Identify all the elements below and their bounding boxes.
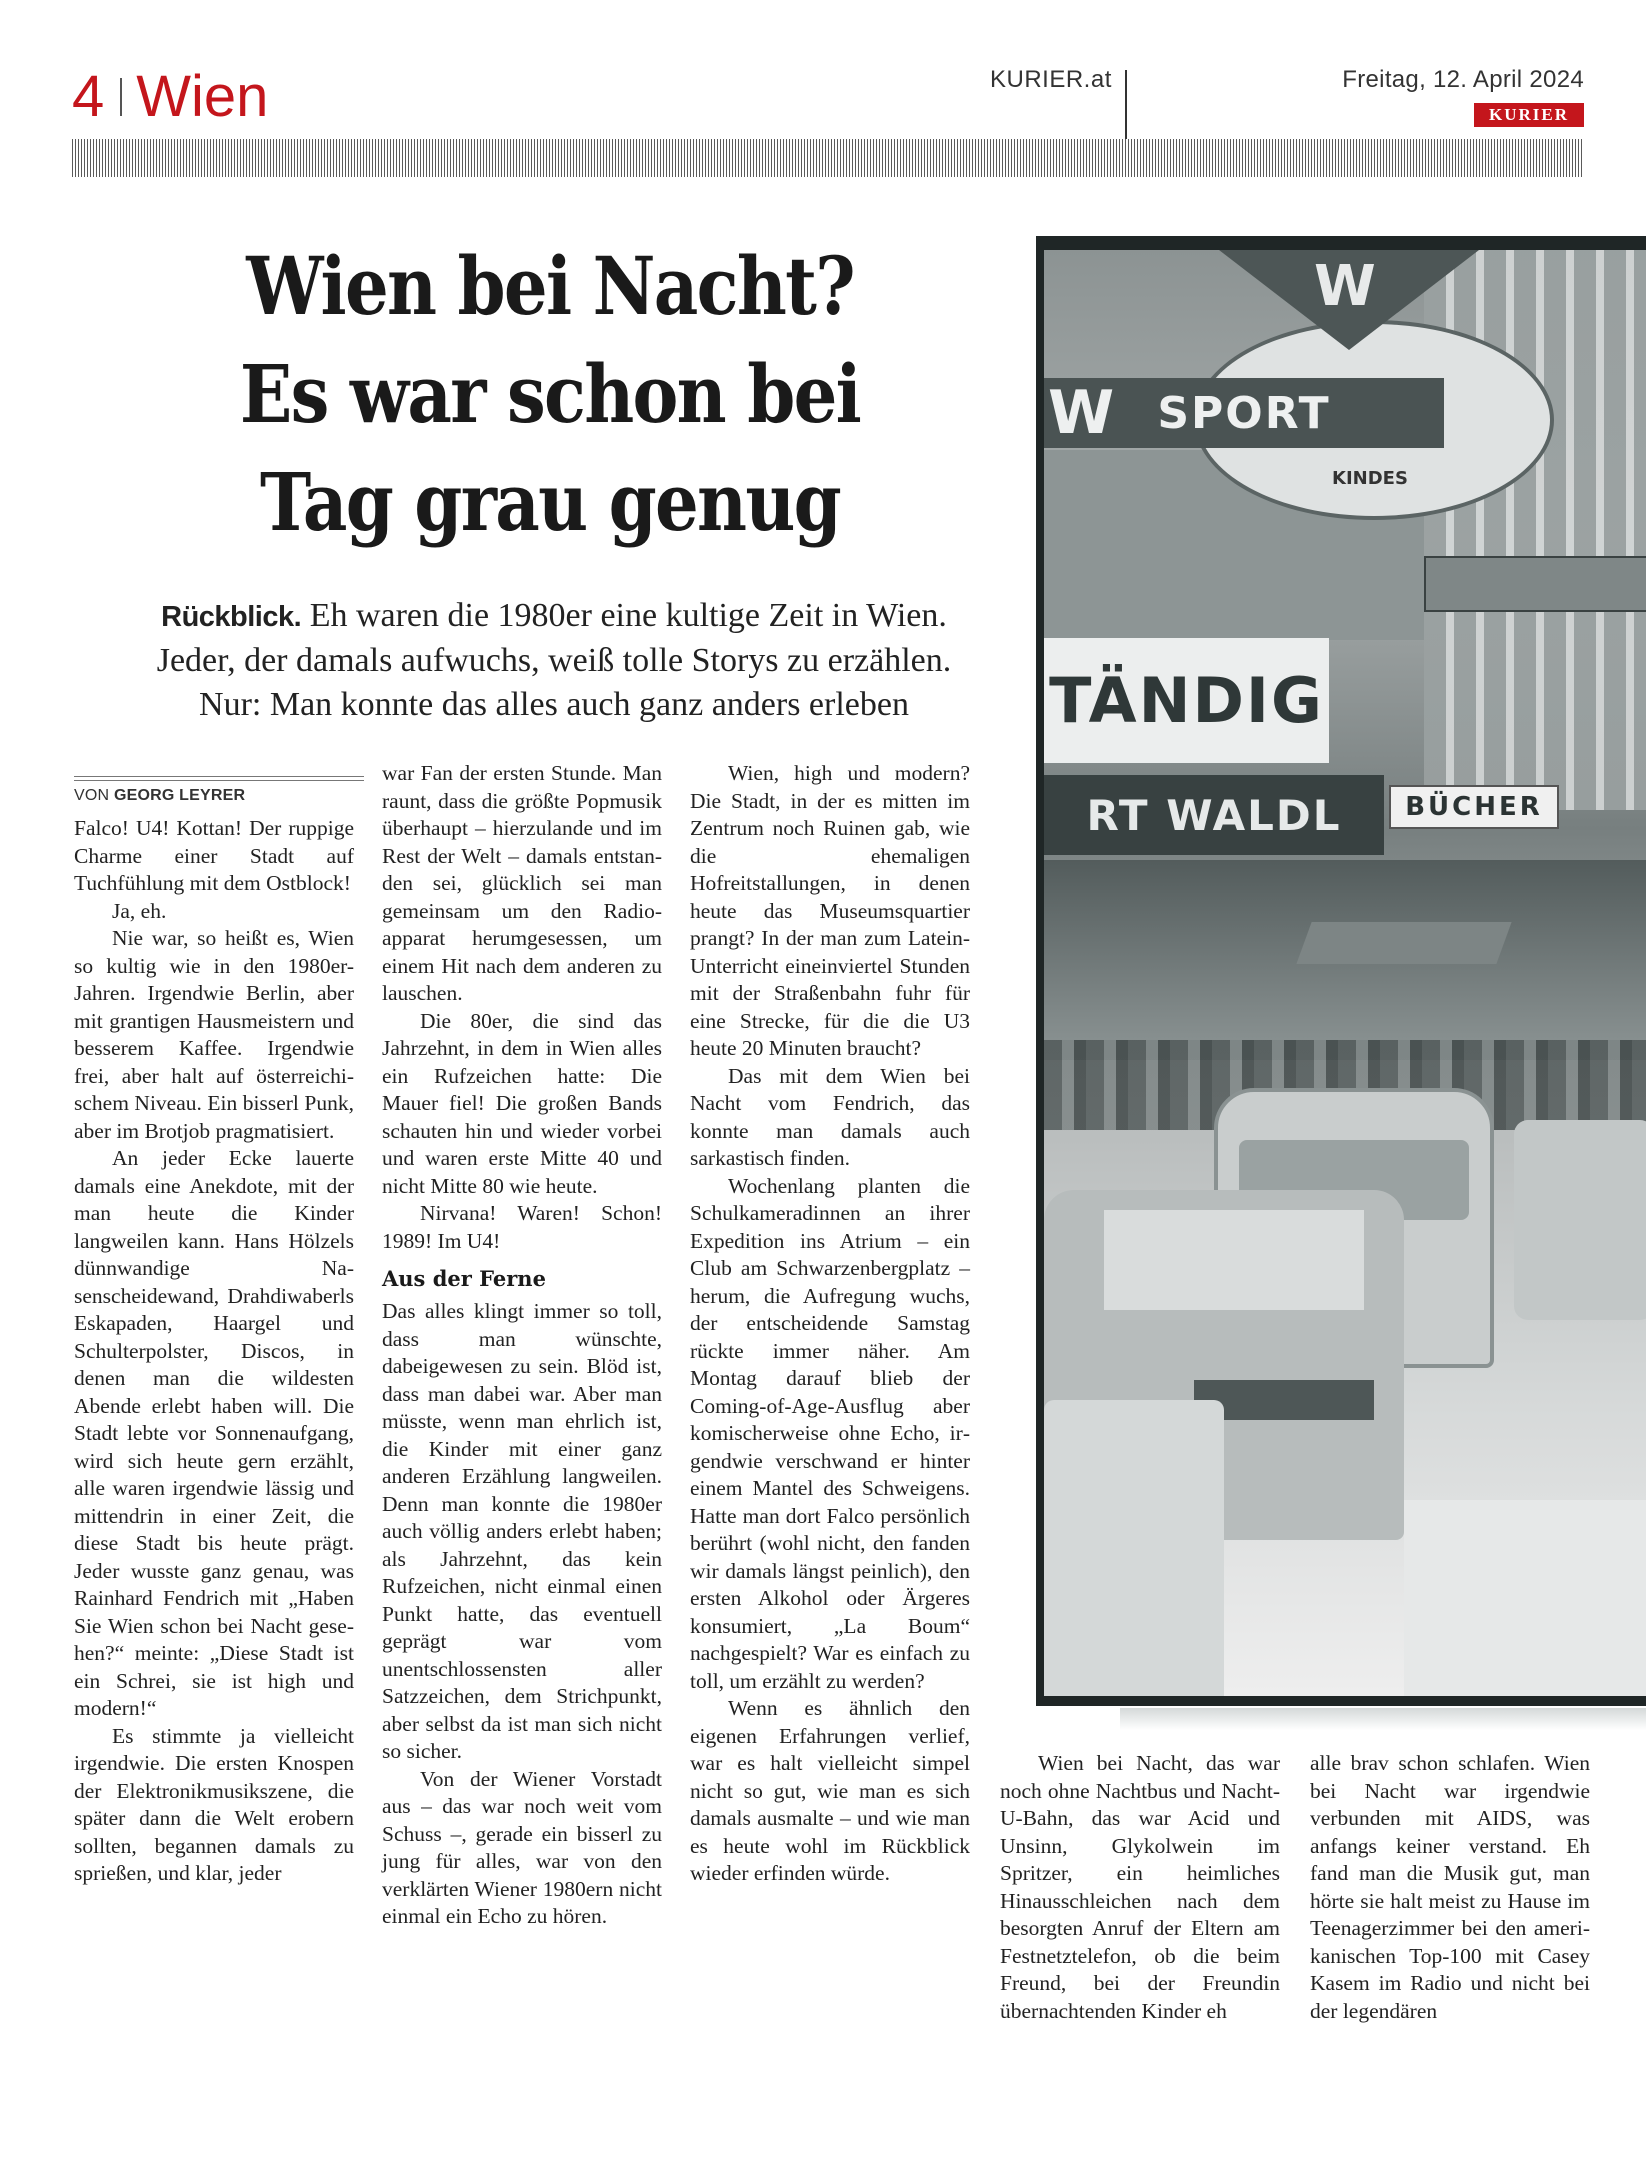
- headline-line: Wien bei Nacht?: [246, 239, 854, 333]
- section-title: Wien: [136, 64, 269, 129]
- photo-shadow: [1120, 1708, 1646, 1730]
- byline-rule: [74, 776, 364, 781]
- section-header: [72, 62, 268, 132]
- paragraph: alle brav schon schlafen. Wien bei Nacht war irgendwie verbunden mit AIDS, was anfangs keiner verstand. Eh fand man die Musik gut, man hörte sie halt meist zu Hause im Teenagerzimmer bei den amerikanischen Top-100 mit Casey Kasem im Radio und nicht bei der legendären: [1310, 1751, 1590, 2023]
- photo-blank-sign: [1424, 556, 1646, 612]
- sport-sign-text: SPORT: [1157, 387, 1331, 439]
- byline-author: GEORG LEYRER: [113, 787, 246, 804]
- article-headline: [137, 232, 963, 556]
- deck-line: Nur: Man konnte das alles auch ganz anders erleben: [199, 686, 909, 723]
- header-divider: [120, 78, 122, 116]
- article-column-5: [1310, 1750, 1590, 2025]
- paragraph: war Fan der ersten Stunde. Man raunt, dass die größte Popmusik überhaupt – hierzulande und im Rest der Welt – damals entstanden sei, glücklich sei man gemeinsam um den Radioapparat herumgesessen, um einem Hit nach dem anderen zu lauschen.: [382, 761, 662, 1005]
- paragraph: An jeder Ecke lauerte damals eine Anekdote, mit der man heute die Kinder langweilen kann. Hans Hölzels dünnwandige Nasenscheidewand, Drahdiwaberls Eskapaden, Haargel und Schulterpolster, Discos, in denen man die wildesten Abende erlebt haben will. Die Stadt lebte vor Sonnenaufgang, wird sich heute gern erzählt, alle waren irgendwie lässig und mittendrin in einer Zeit, die diese Stadt bis heute prägt. Jeder wusste ganz genau, was Rainhard Fendrich mit „Haben Sie Wien schon bei Nacht gesehen?“ meinte: „Diese Stadt ist ein Schrei, sie ist high und modern!“: [74, 1146, 354, 1720]
- photo-waldl-sign: RT WALDL: [1044, 775, 1384, 855]
- photo-car-window: [1104, 1210, 1364, 1310]
- subheading: Aus der Ferne: [382, 1266, 546, 1291]
- deck-line: [64, 594, 1044, 639]
- paragraph: Das alles klingt immer so toll, dass man wünschte, dabeigewesen zu sein. Blöd ist, dass man dabei war. Aber man müsste, wenn man ehrlich ist, die Kinder mit einer ganz anderen Erzählung langweilen. Denn man konnte die 1980er auch völlig anders erlebt haben; als Jahrzehnt, das kein Rufzeichen, nicht einmal einen Punkt hatte, das eventuell geprägt war vom unentschlossensten aller Satzzeichen, dem Strichpunkt, aber selbst da ist man sich nicht so sicher.: [382, 1299, 662, 1763]
- photo-kindes-text: KINDES: [1332, 468, 1408, 489]
- paragraph: Das mit dem Wien bei Nacht vom Fendrich, das konnte man damals auch sarkastisch finden.: [690, 1063, 970, 1170]
- article-column-4: [1000, 1750, 1280, 2025]
- photo-buecher-sign: BÜCHER: [1389, 785, 1559, 829]
- deck-kicker: Rückblick.: [161, 601, 302, 633]
- photo-sport-sign: [1044, 378, 1444, 448]
- photo-road: [1404, 1500, 1646, 1706]
- issue-date: Freitag, 12. April 2024: [1342, 66, 1584, 93]
- deck-line: Jeder, der damals aufwuchs, weiß tolle Storys zu erzählen.: [156, 642, 952, 679]
- paragraph: Nie war, so heißt es, Wien so kultig wie in den 1980er-Jahren. Irgendwie Berlin, aber mit grantigen Hausmeistern und besserem Kaffee. Irgendwie frei, aber halt auf österreichischem Niveau. Ein bisserl Punk, aber im Brotjob pragmatisiert.: [74, 926, 354, 1143]
- headline-line: Es war schon bei: [239, 347, 861, 441]
- article-photo: [1036, 242, 1646, 1706]
- article-column-2: [382, 760, 662, 1931]
- byline-prefix: VON: [74, 787, 110, 804]
- paragraph: Wenn es ähnlich den eigenen Erfahrungen verlief, war es halt vielleicht simpel nicht so gut, wie man es sich damals ausmalte – und wie man es heute wohl im Rückblick wieder erfinden würde.: [690, 1696, 970, 1885]
- paragraph: Von der Wiener Vorstadt aus – das war noch weit vom Schuss –, gerade ein bisserl zu jung für alles, war von den verklärten Wiener 1980ern nicht einmal ein Echo zu hören.: [382, 1766, 662, 1928]
- photo-staendig-sign: TÄNDIG: [1044, 638, 1329, 763]
- kurier-logo: KURIER: [1474, 103, 1584, 127]
- byline: [74, 787, 245, 805]
- article-column-3: [690, 760, 970, 1888]
- deck-text: Eh waren die 1980er eine kultige Zeit in Wien.: [309, 597, 947, 634]
- headline-line: Tag grau genug: [259, 455, 841, 549]
- article-column-1: [74, 815, 354, 1888]
- photo-awning: [1296, 922, 1511, 964]
- paragraph: Es stimmte ja vielleicht irgendwie. Die ersten Knospen der Elektronikmusikszene, die später dann die Welt erobern sollten, begannen damals zu sprießen, und klar, jeder: [74, 1723, 354, 1885]
- paragraph: Wien bei Nacht, das war noch ohne Nachtbus und Nacht-U-Bahn, das war Acid und Unsinn, Glykolwein im Spritzer, ein heimliches Hinausschleichen nach dem besorgten Anruf der Eltern am Festnetztelefon, ob die beim Freund, bei der Freundin übernachtenden Kinder eh: [1000, 1751, 1280, 2023]
- paragraph: Ja, eh.: [112, 898, 167, 923]
- photo-triangle-letter: W: [1314, 254, 1376, 319]
- site-url[interactable]: KURIER.at: [990, 66, 1112, 93]
- header-stripe-band: [72, 139, 1584, 177]
- paragraph: Wien, high und modern? Die Stadt, in der es mitten im Zentrum noch Ruinen gab, wie die ehemaligen Hofreitstallungen, in denen heute das Museumsquartier prangt? In der man zum Latein-Unterricht eineinviertel Stunden mit der Straßenbahn fuhr für eine Strecke, für die die U3 heute 20 Minuten braucht?: [690, 761, 970, 1060]
- paragraph: Falco! U4! Kottan! Der ruppige Charme einer Stadt auf Tuchfühlung mit dem Ostblock!: [74, 816, 354, 895]
- paragraph: Wochenlang planten die Schulkameradinnen an ihrer Expedition ins Atrium – ein Club am Schwarzenbergplatz – herum, die Aufregung wuchs, der entscheidende Samstag rückte immer näher. Am Montag darauf blieb der Coming-of-Age-Ausflug aber komischerweise ohne Echo, irgendwie verschwand er hinter einem Mantel des Schweigens. Hatte man dort Falco persönlich berührt (wohl nicht, den fanden wir damals längst peinlich), den ersten Alkohol oder Ärgeres konsumiert, „La Boum“ nachgespielt? War es einfach zu toll, um erzählt zu werden?: [690, 1173, 970, 1693]
- photo-car: [1514, 1120, 1646, 1320]
- photo-car: [1044, 1400, 1224, 1706]
- article-deck: [64, 594, 1044, 727]
- sport-sign-lead: W: [1048, 378, 1117, 448]
- paragraph: Die 80er, die sind das Jahrzehnt, in dem in Wien alles ein Rufzeichen hatte: Die Mauer fiel! Die großen Bands schauten hin und wieder vorbei und waren erste Mitte 40 und nicht Mitte 80 wie heute.: [382, 1008, 662, 1198]
- page-number: 4: [72, 64, 105, 129]
- paragraph: Nirvana! Waren! Schon! 1989! Im U4!: [382, 1201, 662, 1253]
